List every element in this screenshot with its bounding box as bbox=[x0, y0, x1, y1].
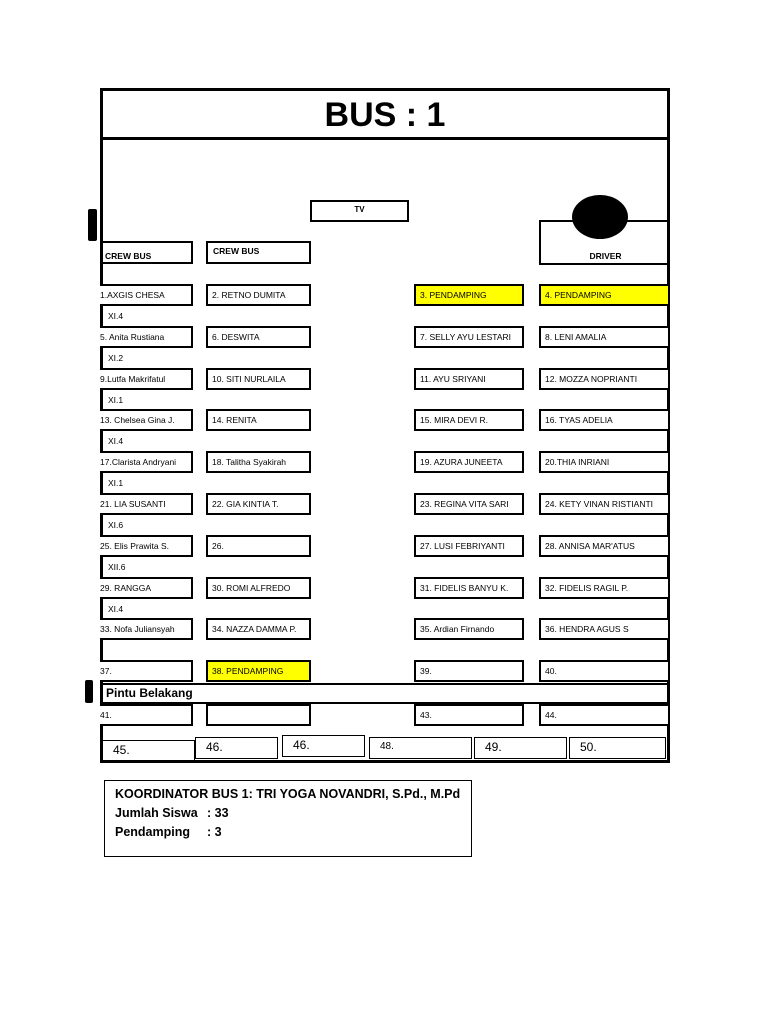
seat: 22. GIA KINTIA T. bbox=[206, 493, 311, 515]
seat: 25. Elis Prawita S. bbox=[100, 535, 193, 557]
class-label: XI.1 bbox=[108, 478, 124, 488]
seat: 4. PENDAMPING bbox=[539, 284, 670, 306]
seat: 11. AYU SRIYANI bbox=[414, 368, 524, 390]
back-door-marker bbox=[85, 680, 93, 703]
seat: 44. bbox=[539, 704, 670, 726]
crew-seat-1: CREW BUS bbox=[100, 241, 193, 264]
seat: 18. Talitha Syakirah bbox=[206, 451, 311, 473]
seat: 2. RETNO DUMITA bbox=[206, 284, 311, 306]
seat: 5. Anita Rustiana bbox=[100, 326, 193, 348]
seat: 26. bbox=[206, 535, 311, 557]
seat: 33. Nofa Juliansyah bbox=[100, 618, 193, 640]
seat: 21. LIA SUSANTI bbox=[100, 493, 193, 515]
seat: 10. SITI NURLAILA bbox=[206, 368, 311, 390]
coordinator-box bbox=[104, 780, 472, 857]
seat: 37. bbox=[100, 660, 193, 682]
driver-box: DRIVER bbox=[539, 220, 670, 265]
seat: 17.Clarista Andryani bbox=[100, 451, 193, 473]
seat: 3. PENDAMPING bbox=[414, 284, 524, 306]
class-label: XI.4 bbox=[108, 604, 124, 614]
back-seat: 46. bbox=[195, 737, 278, 759]
seat: 16. TYAS ADELIA bbox=[539, 409, 670, 431]
seat: 35. Ardian Firnando bbox=[414, 618, 524, 640]
seat: 31. FIDELIS BANYU K. bbox=[414, 577, 524, 599]
class-label: XI.4 bbox=[108, 311, 124, 321]
bus-title: BUS : 1 bbox=[100, 88, 670, 140]
seat: 14. RENITA bbox=[206, 409, 311, 431]
back-door-label: Pintu Belakang bbox=[100, 683, 669, 704]
back-seat: 45. bbox=[102, 740, 195, 762]
class-label: XII.6 bbox=[108, 562, 126, 572]
seat: 12. MOZZA NOPRIANTI bbox=[539, 368, 670, 390]
back-seat: 48. bbox=[369, 737, 472, 759]
seat: 29. RANGGA bbox=[100, 577, 193, 599]
seat: 9.Lutfa Makrifatul bbox=[100, 368, 193, 390]
chaperone-count bbox=[115, 823, 461, 842]
seat: 41. bbox=[100, 704, 193, 726]
seat: 39. bbox=[414, 660, 524, 682]
seat: 24. KETY VINAN RISTIANTI bbox=[539, 493, 670, 515]
seat: 38. PENDAMPING bbox=[206, 660, 311, 682]
back-seat: 50. bbox=[569, 737, 666, 759]
seat: 40. bbox=[539, 660, 670, 682]
student-count-value: : 33 bbox=[207, 806, 229, 820]
crew-seat-2: CREW BUS bbox=[206, 241, 311, 264]
tv-box: TV bbox=[310, 200, 409, 222]
class-label: XI.2 bbox=[108, 353, 124, 363]
front-door-marker bbox=[88, 209, 97, 241]
seat: 19. AZURA JUNEETA bbox=[414, 451, 524, 473]
class-label: XI.1 bbox=[108, 395, 124, 405]
back-seat: 46. bbox=[282, 735, 365, 757]
chaperone-count-label: Pendamping bbox=[115, 825, 191, 839]
chaperone-count-value: : 3 bbox=[207, 825, 222, 839]
student-count bbox=[115, 804, 461, 823]
class-label: XI.6 bbox=[108, 520, 124, 530]
class-label: XI.4 bbox=[108, 436, 124, 446]
seat: 13. Chelsea Gina J. bbox=[100, 409, 193, 431]
seat: 27. LUSI FEBRIYANTI bbox=[414, 535, 524, 557]
seat: 15. MIRA DEVI R. bbox=[414, 409, 524, 431]
seat: 23. REGINA VITA SARI bbox=[414, 493, 524, 515]
seat: 32. FIDELIS RAGIL P. bbox=[539, 577, 670, 599]
seat: 8. LENI AMALIA bbox=[539, 326, 670, 348]
seat: 34. NAZZA DAMMA P. bbox=[206, 618, 311, 640]
coordinator-line: KOORDINATOR BUS 1: TRI YOGA NOVANDRI, S.Pd., M.Pd bbox=[115, 787, 461, 801]
seat: 20.THIA INRIANI bbox=[539, 451, 670, 473]
seat: 30. ROMI ALFREDO bbox=[206, 577, 311, 599]
back-seat: 49. bbox=[474, 737, 567, 759]
seat: 43. bbox=[414, 704, 524, 726]
seat: 28. ANNISA MAR'ATUS bbox=[539, 535, 670, 557]
seat: 1.AXGIS CHESA bbox=[100, 284, 193, 306]
seat: 7. SELLY AYU LESTARI bbox=[414, 326, 524, 348]
student-count-label: Jumlah Siswa bbox=[115, 806, 198, 820]
seat: 36. HENDRA AGUS S bbox=[539, 618, 670, 640]
seat bbox=[206, 704, 311, 726]
seat: 6. DESWITA bbox=[206, 326, 311, 348]
